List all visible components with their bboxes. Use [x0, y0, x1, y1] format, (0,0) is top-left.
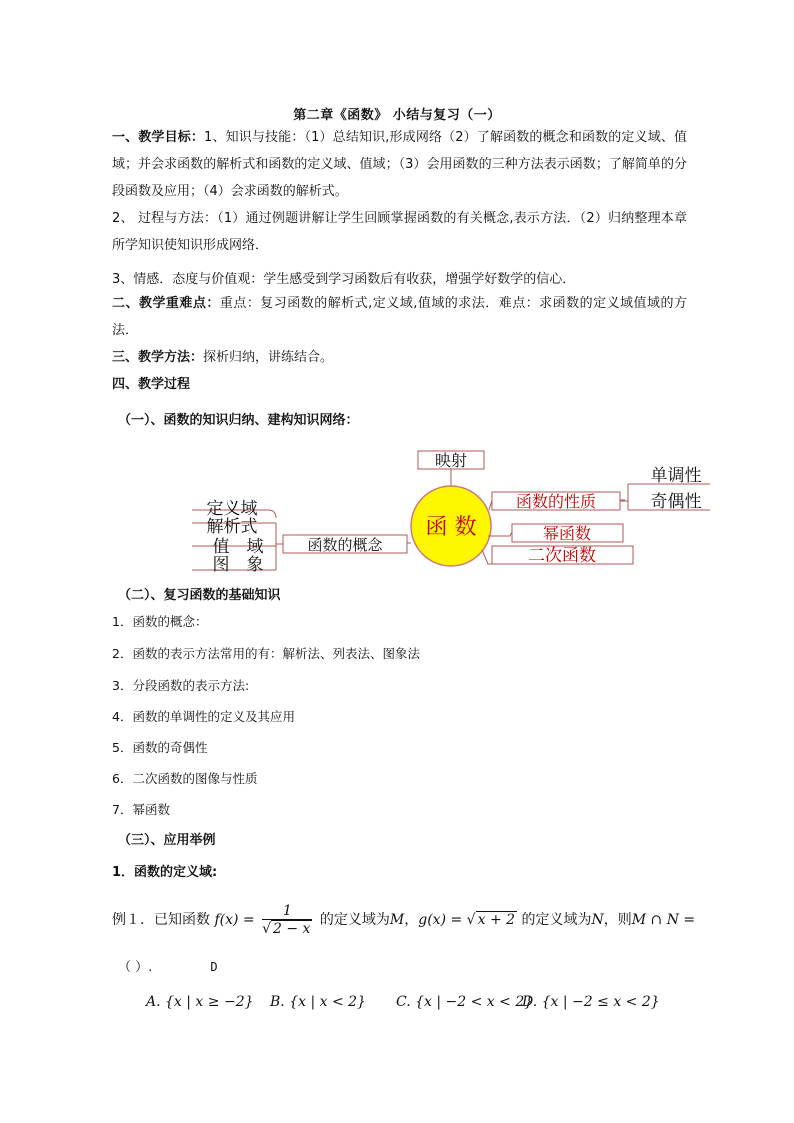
answer-letter: D [210, 960, 218, 974]
quadratic-connector [482, 550, 492, 564]
section1-heading: （一）、函数的知识归纳、建构知识网络： [118, 413, 359, 428]
set-N: N [591, 912, 604, 928]
process-heading: 四、教学过程 [112, 377, 191, 392]
property-monotonicity: 单调性 [650, 466, 702, 486]
properties-label: 函数的性质 [515, 492, 597, 511]
g-lhs: g(x) = [418, 912, 463, 928]
concept-item-range: 值 域 [212, 537, 264, 557]
objectives-text-3: 3、情感．态度与价值观：学生感受到学习函数后有收获，增强学好数学的信心． [112, 272, 576, 287]
section3-heading: （三）、应用举例 [118, 833, 216, 848]
concept-item-domain: 定义域 [206, 499, 258, 519]
f-denominator: √ 2 − x [262, 920, 311, 937]
basics-item-6: 6．二次函数的图像与性质 [112, 771, 258, 786]
answer-line [118, 957, 218, 978]
example-mid-3: ，则 [603, 912, 632, 928]
objectives-paragraph [112, 124, 687, 205]
mapping-label: 映射 [434, 451, 468, 470]
example-prefix: 例１．已知函数 [112, 912, 210, 928]
concept-bracket [276, 523, 283, 570]
f-numerator: 1 [262, 903, 312, 920]
section2-heading: （二）、复习函数的基础知识 [118, 588, 281, 603]
basics-item-4: 4．函数的单调性的定义及其应用 [112, 709, 295, 724]
option-d: D. {x | −2 ≤ x < 2} [522, 994, 660, 1010]
concept-item-expression: 解析式 [206, 517, 258, 537]
option-b: B. {x | x < 2} [270, 994, 366, 1010]
power-label: 幂函数 [542, 524, 592, 543]
keypoints-paragraph [112, 290, 687, 344]
option-a: A. {x | x ≥ −2} [146, 994, 254, 1010]
methods-paragraph [112, 344, 687, 371]
domain-heading: 1．函数的定义域: [112, 865, 218, 880]
g-radicand: x + 2 [477, 912, 516, 928]
example-1-statement [112, 900, 695, 940]
concept-label: 函数的概念 [307, 536, 383, 554]
example-mid-2: 的定义域为 [521, 912, 592, 928]
g-sqrt: √ x + 2 [466, 912, 516, 928]
property-parity: 奇偶性 [650, 492, 702, 512]
f-lhs: f(x) = [214, 912, 255, 928]
example-sep: ， [404, 912, 419, 928]
methods-text: 探析归纳，讲练结合。 [203, 350, 334, 365]
option-c: C. {x | −2 < x < 2} [396, 994, 534, 1010]
f-fraction [262, 903, 312, 938]
set-M: M [389, 912, 405, 928]
page-title: 第二章《函数》 小结与复习（一） [293, 108, 501, 123]
basics-item-2: 2．函数的表示方法常用的有：解析法、列表法、图象法 [112, 646, 420, 661]
objectives-text-1: 1、知识与技能：（1）总结知识,形成网络（2）了解函数的概念和函数的定义域、值域；并会求函数的解析式和函数的定义域、值域；（3）会用函数的三种方法表示函数；了解简单的分段函数及应用；（4）会求函数的解析式。 [112, 130, 687, 199]
intersection-expression: M ∩ N = [631, 912, 696, 928]
power-connector [488, 532, 512, 536]
methods-heading: 三、教学方法： [112, 350, 204, 365]
answer-blank: （ ）. [118, 960, 153, 975]
basics-item-5: 5．函数的奇偶性 [112, 740, 208, 755]
knowledge-network-diagram [170, 440, 730, 580]
quadratic-label: 二次函数 [528, 546, 596, 566]
basics-item-3: 3．分段函数的表示方法: [112, 678, 250, 693]
basics-item-7: 7．幂函数 [112, 802, 170, 817]
objectives-text-2: 2、 过程与方法：（1）通过例题讲解让学生回顾掌握函数的有关概念,表示方法．（2）归纳整理本章所学知识使知识形成网络． [112, 211, 687, 253]
basics-item-1: 1．函数的概念： [112, 614, 208, 629]
function-center-label: 函 数 [425, 515, 477, 540]
objectives-heading: 一、教学目标： [112, 130, 205, 145]
example-mid-1: 的定义域为 [319, 912, 390, 928]
keypoints-heading: 二、教学重难点： [112, 296, 220, 311]
f-radicand: 2 − x [273, 920, 311, 937]
concept-item-graph: 图 象 [212, 555, 264, 575]
keypoints-text: 重点：复习函数的解析式,定义域,值域的求法．难点：求函数的定义域值域的方法． [112, 296, 687, 338]
